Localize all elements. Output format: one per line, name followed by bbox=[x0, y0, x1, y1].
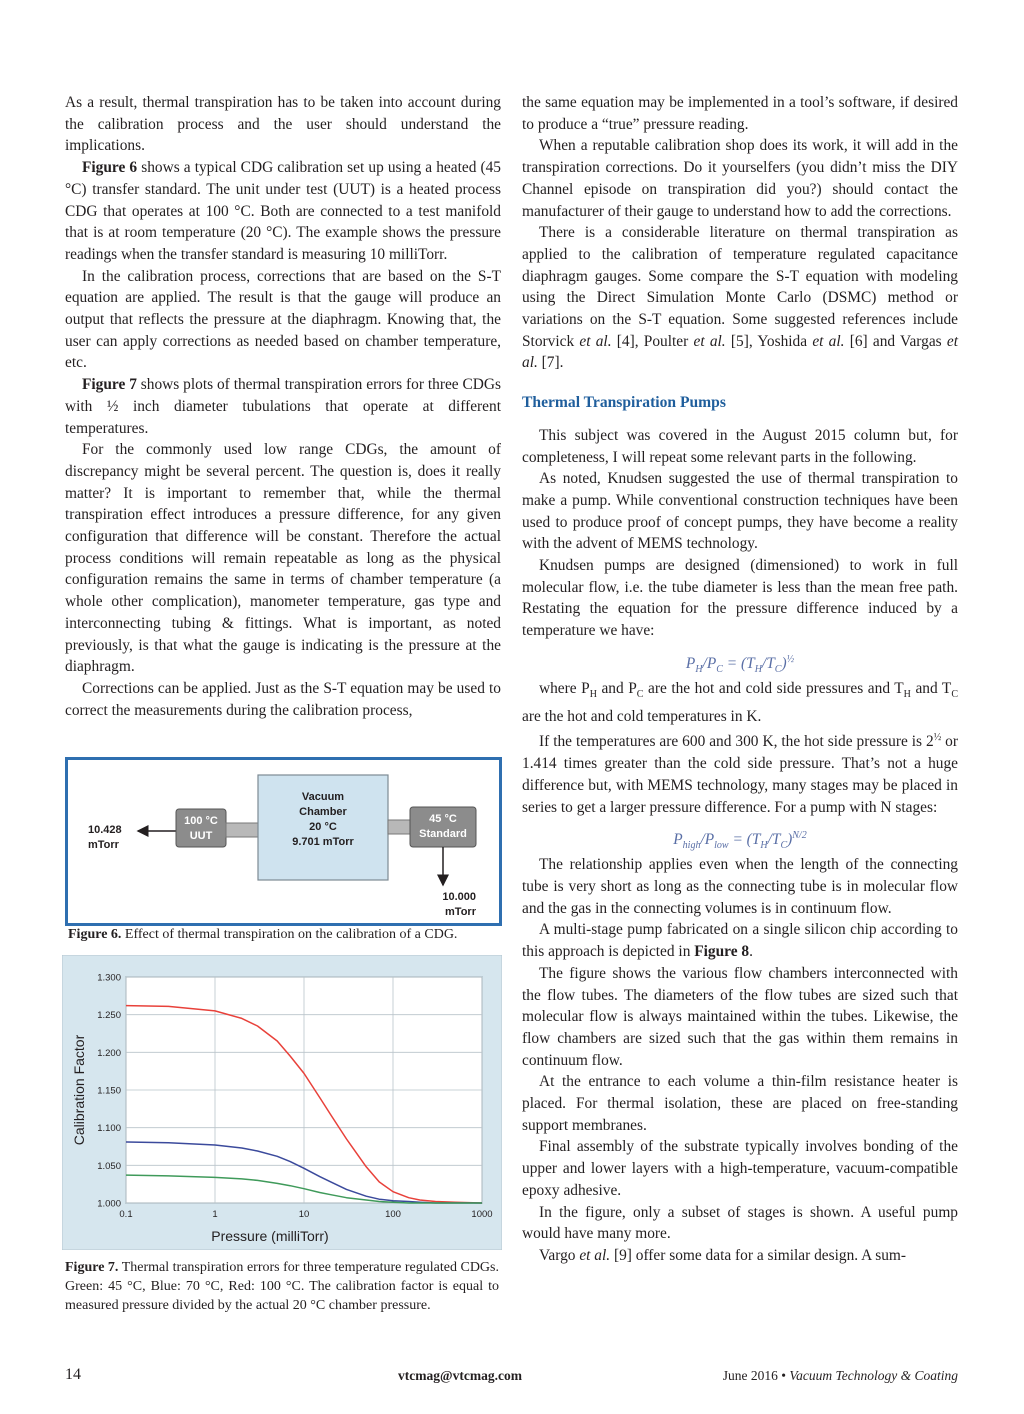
y-tick-label: 1.050 bbox=[97, 1160, 121, 1172]
paragraph: Knudsen pumps are designed (dimensioned) to work in full molecular flow, i.e. the tube diameter is less than the mean free path. Restating the equation for the pressure difference induced by a temperature we have: bbox=[522, 557, 958, 640]
uut-label: UUT bbox=[189, 830, 213, 842]
standard-label: Standard bbox=[419, 828, 467, 840]
y-tick-label: 1.000 bbox=[97, 1198, 121, 1210]
chamber-pressure: 9.701 mTorr bbox=[292, 836, 354, 848]
text-run: There is a considerable literature on thermal transpiration as applied to the calibration of temperature regulated capacitance diaphragm gauges. Some compare the S-T equation with modeling using the Direct Simulation Monte Carlo (DSMC) method or variations on the S-T equation. Some suggested references include Storvick bbox=[522, 224, 958, 350]
y-tick-label: 1.100 bbox=[97, 1123, 121, 1135]
paragraph: the same equation may be implemented in a tool’s software, if desired to produce a “true” pressure reading. bbox=[522, 94, 958, 133]
paragraph bbox=[65, 157, 501, 266]
paragraph-text: shows plots of thermal transpiration errors for three CDGs with ½ inch diameter tubulations that operate at different temperatures. bbox=[65, 376, 501, 437]
text-run: et al. bbox=[693, 332, 726, 350]
footer-email: vtcmag@vtcmag.com bbox=[398, 1368, 522, 1383]
bottom-reading-value: 10.000 bbox=[442, 891, 476, 903]
figure-6-diagram bbox=[68, 760, 499, 923]
y-tick-label: 1.250 bbox=[97, 1010, 121, 1022]
y-axis-label: Calibration Factor bbox=[71, 1034, 87, 1146]
left-column bbox=[65, 92, 501, 721]
caption-label: Figure 7. bbox=[65, 1260, 119, 1275]
right-column bbox=[522, 92, 958, 1267]
figure-reference: Figure 8 bbox=[694, 943, 750, 961]
y-tick-label: 1.150 bbox=[97, 1085, 121, 1097]
paragraph: In the calibration process, corrections that are based on the S-T equation are applied. The result is that the gauge will produce an output that reflects the pressure at the diaphragm. Knowing that, the user can apply corrections as needed based on chamber temperature, etc. bbox=[65, 267, 501, 372]
paragraph: This subject was covered in the August 2015 column but, for completeness, I will repeat some relevant parts in the following. bbox=[522, 426, 958, 466]
text-run: [7]. bbox=[537, 354, 564, 372]
equation-1: $P_H/P_C = (T_H/T_C)^{\frac{1}{2}}$ bbox=[685, 653, 795, 676]
caption-text: Thermal transpiration errors for three temperature regulated CDGs. Green: 45 °C, Blue: 70 °C, Red: 100 °C. The calibration factor is equal to measured pressure divided by the actual 20 °C chamber pressure. bbox=[65, 1260, 499, 1313]
paragraph: As noted, Knudsen suggested the use of thermal transpiration to make a pump. While conventional construction techniques have been used to produce proof of concept pumps, they have become a reality with the advent of MEMS technology. bbox=[522, 470, 958, 553]
paragraph: The relationship applies even when the length of the connecting tube is very short as long as the connecting tube is in molecular flow and the gas in the connecting volumes is in continuum flow. bbox=[522, 856, 958, 917]
figure-6-frame bbox=[65, 757, 502, 926]
y-tick-label: 1.300 bbox=[97, 972, 121, 984]
paragraph: The figure shows the various flow chambers interconnected with the flow tubes. The diameters of the flow tubes are sized such that molecular flow is always maintained within the tubes. Likewise, the flow chambers are sized such that the gas within them remains in continuum flow. bbox=[522, 964, 958, 1069]
paragraph-text: shows a typical CDG calibration set up using a heated (45 °C) transfer standard. The unit under test (UUT) is a heated process CDG that operates at 100 °C. Both are connected to a test manifold that is at room temperature (20 °C). The example shows the pressure readings when the transfer standard is measuring 10 milliTorr. bbox=[65, 159, 501, 263]
x-tick-label: 100 bbox=[385, 1209, 401, 1220]
figure-6 bbox=[65, 757, 502, 949]
paragraph: A multi-stage pump fabricated on a single silicon chip according to this approach is depicted in Figure 8. bbox=[522, 921, 958, 961]
x-axis-label: Pressure (milliTorr) bbox=[211, 1228, 329, 1244]
calibration-chart bbox=[62, 955, 502, 1250]
paragraph: If the temperatures are 600 and 300 K, the hot side pressure is $2^{\frac{1}{2}}$ or 1.414 times greater than the cold side pressure. That’s not a huge difference but, with MEMS technology, many stages may be placed in series to get a larger pressure difference. For a pump with N stages: bbox=[522, 732, 959, 816]
left-reading-value: 10.428 bbox=[88, 824, 122, 836]
footer-issue: June 2016 • Vacuum Technology & Coating bbox=[722, 1368, 958, 1383]
x-tick-label: 10 bbox=[298, 1209, 310, 1220]
paragraph bbox=[65, 374, 501, 439]
figure-6-caption bbox=[68, 926, 500, 944]
equation-2: $P_{high}/P_{low} = (T_H/T_C)^{N/2}$ bbox=[673, 830, 807, 852]
paragraph: At the entrance to each volume a thin-film resistance heater is placed. For thermal isolation, these are placed on free-standing support membranes. bbox=[522, 1073, 958, 1134]
text-run: [5], Yoshida bbox=[725, 332, 813, 350]
figure-7 bbox=[62, 955, 502, 1250]
paragraph: As a result, thermal transpiration has to be taken into account during the calibration process and the user should understand the implications. bbox=[65, 94, 501, 155]
bottom-reading-unit: mTorr bbox=[445, 906, 476, 918]
chamber-line-2: Chamber bbox=[299, 806, 347, 818]
paragraph: In the figure, only a subset of stages is shown. A useful pump would have many more. bbox=[522, 1203, 958, 1243]
chamber-line-1: Vacuum bbox=[301, 791, 345, 803]
text-run: [4], Poulter bbox=[611, 332, 694, 350]
text-run: [6] and Vargas bbox=[844, 332, 947, 350]
paragraph: Final assembly of the substrate typically involves bonding of the upper and lower layers with a high-temperature, vacuum-compatible epoxy adhesive. bbox=[522, 1138, 958, 1199]
text-run: et al. bbox=[579, 332, 612, 350]
uut-temp: 100 °C bbox=[184, 815, 218, 827]
paragraph: When a reputable calibration shop does its work, it will add in the transpiration corrections. Do it yourselfers (you didn’t miss the DIY Channel episode on transpiration did you?) should contact the manufacturer of their gauge to understand how to add the corrections. bbox=[522, 137, 958, 220]
caption-text: Effect of thermal transpiration on the calibration of a CDG. bbox=[121, 927, 458, 942]
chamber-temp: 20 °C bbox=[309, 821, 337, 833]
text-run: et al. bbox=[812, 332, 845, 350]
standard-tube bbox=[388, 820, 410, 834]
caption-label: Figure 6. bbox=[68, 927, 122, 942]
figure-reference: Figure 6 bbox=[82, 159, 138, 177]
text-run: et al. bbox=[522, 332, 958, 372]
paragraph: For the commonly used low range CDGs, the amount of discrepancy might be several percent. The question is, does it really matter? It is important to remember that, while the thermal transpiration effect introduces a pressure difference, for any given configuration that difference will be constant. Therefore the actual process conditions will remain repeatable as long as the physical configuration remains the same in terms of chamber temperature (a whole other complication), manometer temperature, gas type and interconnecting tubing & fittings. What is important, as noted previously, is that what the gauge is indicating is the pressure at the diaphragm. bbox=[65, 441, 501, 676]
y-tick-label: 1.200 bbox=[97, 1047, 121, 1059]
x-tick-label: 0.1 bbox=[119, 1209, 133, 1220]
paragraph: Corrections can be applied. Just as the S-T equation may be used to correct the measurements during the calibration process, bbox=[65, 679, 501, 719]
page-number: 14 bbox=[65, 1366, 81, 1383]
left-reading-unit: mTorr bbox=[88, 839, 119, 851]
x-tick-label: 1000 bbox=[471, 1209, 493, 1220]
figure-7-caption bbox=[65, 1258, 499, 1315]
uut-tube bbox=[226, 823, 258, 837]
x-tick-label: 1 bbox=[212, 1209, 218, 1220]
figure-reference: Figure 7 bbox=[82, 376, 137, 394]
paragraph bbox=[522, 222, 958, 374]
paragraph: where $P_H$ and $P_C$ are the hot and cold side pressures and $T_H$ and $T_C$ are the hot and cold temperatures in K. bbox=[522, 679, 958, 725]
standard-temp: 45 °C bbox=[429, 813, 457, 825]
section-heading: Thermal Transpiration Pumps bbox=[522, 394, 726, 412]
paragraph: Vargo et al. [9] offer some data for a similar design. A sum- bbox=[539, 1246, 907, 1264]
